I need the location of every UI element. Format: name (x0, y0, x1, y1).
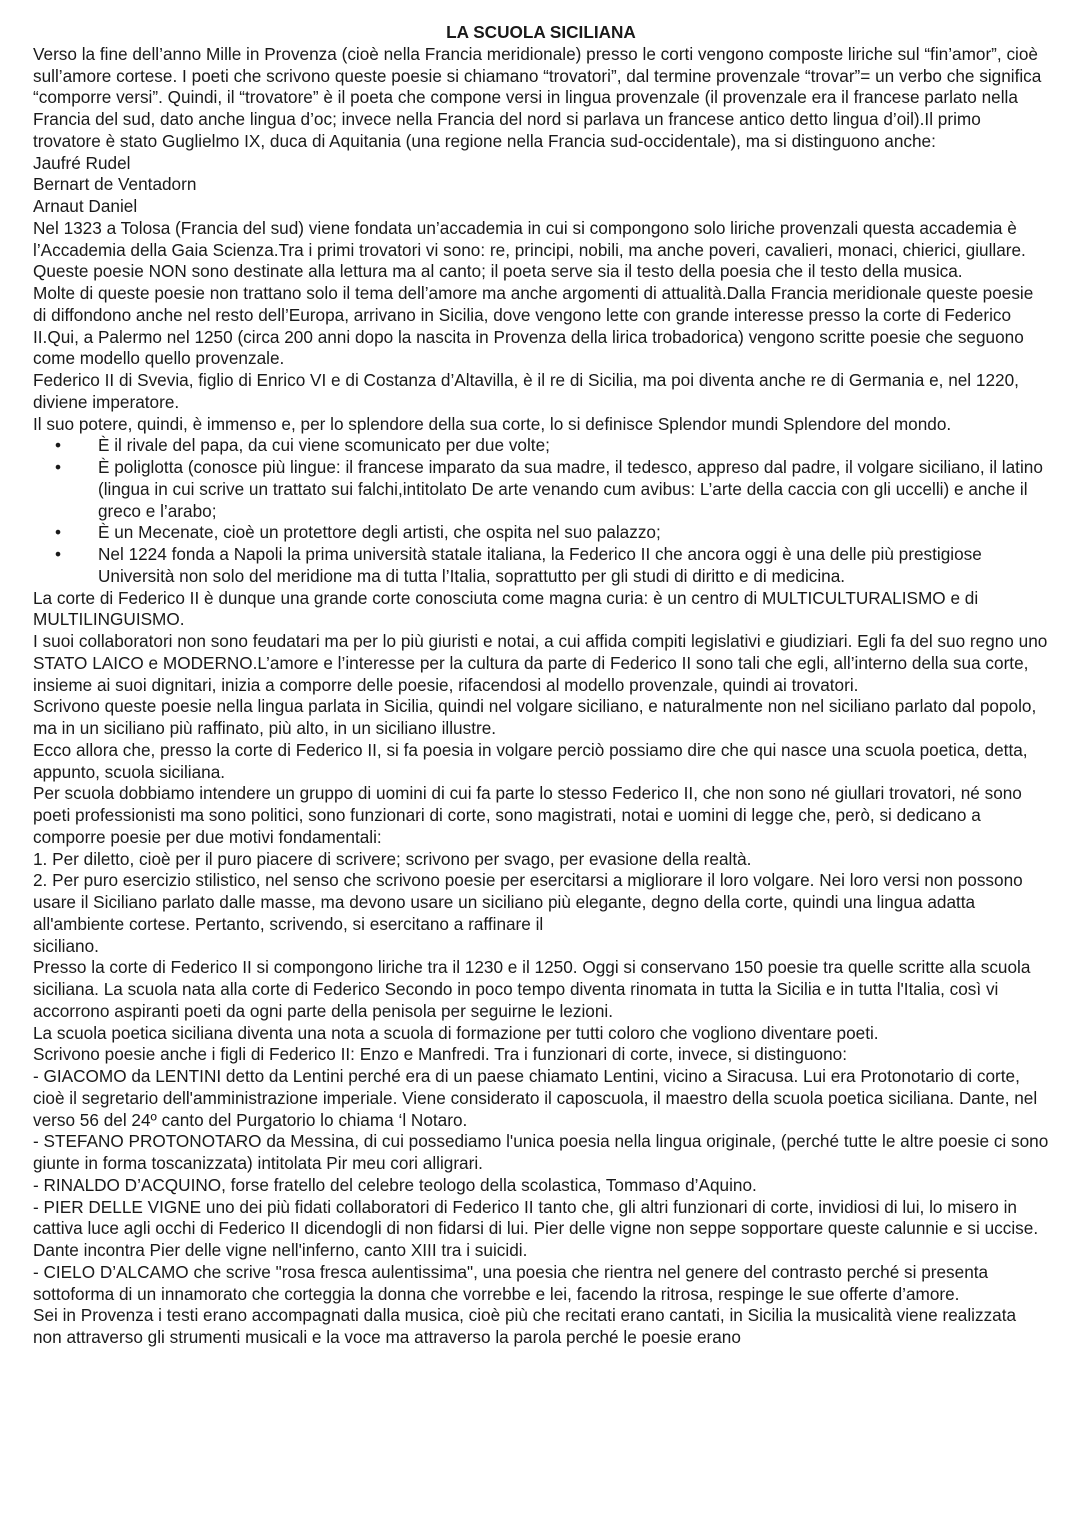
paragraph: Scrivono queste poesie nella lingua parlata in Sicilia, quindi nel volgare siciliano, e naturalmente non nel siciliano parlato dal popolo, ma in un siciliano più raffinato, più alto, in un siciliano illustre. (33, 696, 1037, 738)
paragraph: - STEFANO PROTONOTARO da Messina, di cui possediamo l'unica poesia nella lingua originale, (perché tutte le altre poesie ci sono giunte in forma toscanizzata) intitolata Pir meu cori alligrari. (33, 1131, 1049, 1173)
list-item-text: È il rivale del papa, da cui viene scomunicato per due volte; (98, 435, 550, 456)
paragraph: siciliano. (33, 935, 99, 956)
paragraph: Sei in Provenza i testi erano accompagnati dalla musica, cioè più che recitati erano cantati, in Sicilia la musicalità viene realizzata non attraverso gli strumenti musicali e la voce ma attraverso la parola perché le poesie erano (33, 1305, 1017, 1347)
list-item (33, 435, 1049, 457)
paragraph: La scuola poetica siciliana diventa una nota a scuola di formazione per tutti coloro che vogliono diventare poeti. (33, 1022, 879, 1043)
bullet-marker: • (55, 435, 62, 456)
paragraph: I suoi collaboratori non sono feudatari ma per lo più giuristi e notai, a cui affida compiti legislativi e giudiziari. Egli fa del suo regno uno STATO LAICO e MODERNO.L’amore e l’interesse per la cultura da parte di Federico II sono tali che egli, all’interno della sua corte, insieme ai suoi dignitari, inizia a comporre delle poesie, rifacendosi al modello provenzale, quindi ai trovatori. (33, 631, 1048, 695)
paragraph: Molte di queste poesie non trattano solo il tema dell’amore ma anche argomenti di attualità.Dalla Francia meridionale queste poesie di diffondono anche nel resto dell’Europa, arrivano in Sicilia, dove vengono lette con grande interesse presso la corte di Federico II.Qui, a Palermo nel 1250 (circa 200 anni dopo la nascita in Provenza della lirica trobadorica) vengono scritte poesie che seguono come modello quello provenzale. (33, 283, 1034, 369)
paragraph: - RINALDO D’ACQUINO, forse fratello del celebre teologo della scolastica, Tommaso d’Aquino. (33, 1174, 757, 1195)
document-page (33, 22, 1049, 1349)
page-title: LA SCUOLA SICILIANA (446, 22, 636, 42)
paragraph: Presso la corte di Federico II si compongono liriche tra il 1230 e il 1250. Oggi si conservano 150 poesie tra quelle scritte alla scuola siciliana. La scuola nata alla corte di Federico Secondo in poco tempo diventa rinomata in tutta la Sicilia e in tutta l'Italia, così vi accorrono aspiranti poeti da ogni parte della penisola per seguirne le lezioni. (33, 957, 1031, 1021)
paragraph: - CIELO D’ALCAMO che scrive "rosa fresca aulentissima", una poesia che rientra nel genere del contrasto perché si presenta sottoforma di un innamorato che corteggia la donna che vorrebbe e lei, facendo la ritrosa, respinge le sue offerte d’amore. (33, 1261, 989, 1304)
federico-traits-list (33, 435, 1049, 587)
list-item-text: Nel 1224 fonda a Napoli la prima università statale italiana, la Federico II che ancora oggi è una delle più prestigiose Università non solo del meridione ma di tutta l’Italia, soprattutto per gli studi di diritto e di medicina. (98, 544, 982, 586)
list-item-text: È un Mecenate, cioè un protettore degli artisti, che ospita nel suo palazzo; (98, 522, 661, 543)
list-item (33, 522, 1049, 544)
paragraph: Ecco allora che, presso la corte di Federico II, si fa poesia in volgare perciò possiamo dire che qui nasce una scuola poetica, detta, appunto, scuola siciliana. (33, 739, 1028, 782)
troubadour-name: Arnaut Daniel (33, 196, 138, 216)
list-item (33, 457, 1049, 522)
paragraph: Nel 1323 a Tolosa (Francia del sud) viene fondata un’accademia in cui si compongono solo liriche provenzali questa accademia è l’Accademia della Gaia Scienza.Tra i primi trovatori vi sono: re, principi, nobili, ma anche poveri, cavalieri, monaci, chierici, giullare. Queste poesie NON sono destinate alla lettura ma al canto; il poeta serve sia il testo della poesia che il testo della musica. (33, 217, 1026, 282)
intro-paragraph: Verso la fine dell’anno Mille in Provenza (cioè nella Francia meridionale) presso le corti vengono composte liriche sul “fin’amor”, cioè sull’amore cortese. I poeti che scrivono queste poesie si chiamano “trovatori”, dal termine provenzale “trovar”= un verbo che significa “comporre versi”. Quindi, il “trovatore” è il poeta che compone versi in lingua provenzale (il provenzale era il francese parlato nella Francia del sud, dato anche lingua d’oc; invece nella Francia del nord si parlava un francese antico detto lingua d’oil).Il primo trovatore è stato Guglielmo IX, duca di Aquitania (una regione nella Francia sud-occidentale), ma si distinguono anche: (33, 43, 1042, 151)
list-item (33, 544, 1049, 588)
paragraph: - GIACOMO da LENTINI detto da Lentini perché era di un paese chiamato Lentini, vicino a Siracusa. Lui era Protonotario di corte, cioè il segretario dell'amministrazione imperiale. Viene considerato il caposcuola, il maestro della scuola poetica siciliana. Dante, nel verso 56 del 24º canto del Purgatorio lo chiama ‘l Notaro. (33, 1066, 1038, 1130)
troubadour-name: Bernart de Ventadorn (33, 174, 197, 195)
bullet-marker: • (55, 544, 62, 564)
paragraph: Federico II di Svevia, figlio di Enrico VI e di Costanza d’Altavilla, è il re di Sicilia, ma poi diventa anche re di Germania e, nel 1220, diviene imperatore. (33, 370, 1019, 412)
paragraph: - PIER DELLE VIGNE uno dei più fidati collaboratori di Federico II tanto che, gli altri funzionari di corte, invidiosi di lui, lo misero in cattiva luce agli occhi di Federico II dicendogli di non fidarsi di lui. Pier delle vigne non seppe sopportare queste calunnie e si uccise. Dante incontra Pier delle vigne nell'inferno, canto XIII tra i suicidi. (33, 1196, 1039, 1260)
paragraph: 1. Per diletto, cioè per il puro piacere di scrivere; scrivono per svago, per evasione della realtà. (33, 848, 752, 869)
list-item-text: È poliglotta (conosce più lingue: il francese imparato da sua madre, il tedesco, appreso dal padre, il volgare siciliano, il latino (lingua in cui scrive un trattato sui falchi,intitolato De arte venando cum avibus: L’arte della caccia con gli uccelli) e anche il greco e l’arabo; (98, 457, 1043, 521)
troubadour-name: Jaufré Rudel (33, 152, 131, 173)
bullet-marker: • (55, 457, 62, 477)
paragraph: La corte di Federico II è dunque una grande corte conosciuta come magna curia: è un centro di MULTICULTURALISMO e di MULTILINGUISMO. (33, 587, 979, 630)
paragraph: Per scuola dobbiamo intendere un gruppo di uomini di cui fa parte lo stesso Federico II, che non sono né giullari trovatori, né sono poeti professionisti ma sono politici, sono funzionari di corte, sono magistrati, notai e uomini di legge che, però, si dedicano a comporre poesie per due motivi fondamentali: (33, 783, 1022, 847)
paragraph: Scrivono poesie anche i figli di Federico II: Enzo e Manfredi. Tra i funzionari di corte, invece, si distinguono: (33, 1044, 847, 1065)
paragraph: 2. Per puro esercizio stilistico, nel senso che scrivono poesie per esercitarsi a migliorare il loro volgare. Nei loro versi non possono usare il Siciliano parlato dalle masse, ma devono usare un siciliano più elegante, degno della corte, quindi una lingua adatta all'ambiente cortese. Pertanto, scrivendo, si esercitano a raffinare il (33, 870, 1023, 934)
bullet-marker: • (55, 522, 62, 543)
paragraph: Il suo potere, quindi, è immenso e, per lo splendore della sua corte, lo si definisce Splendor mundi Splendore del mondo. (33, 413, 952, 434)
